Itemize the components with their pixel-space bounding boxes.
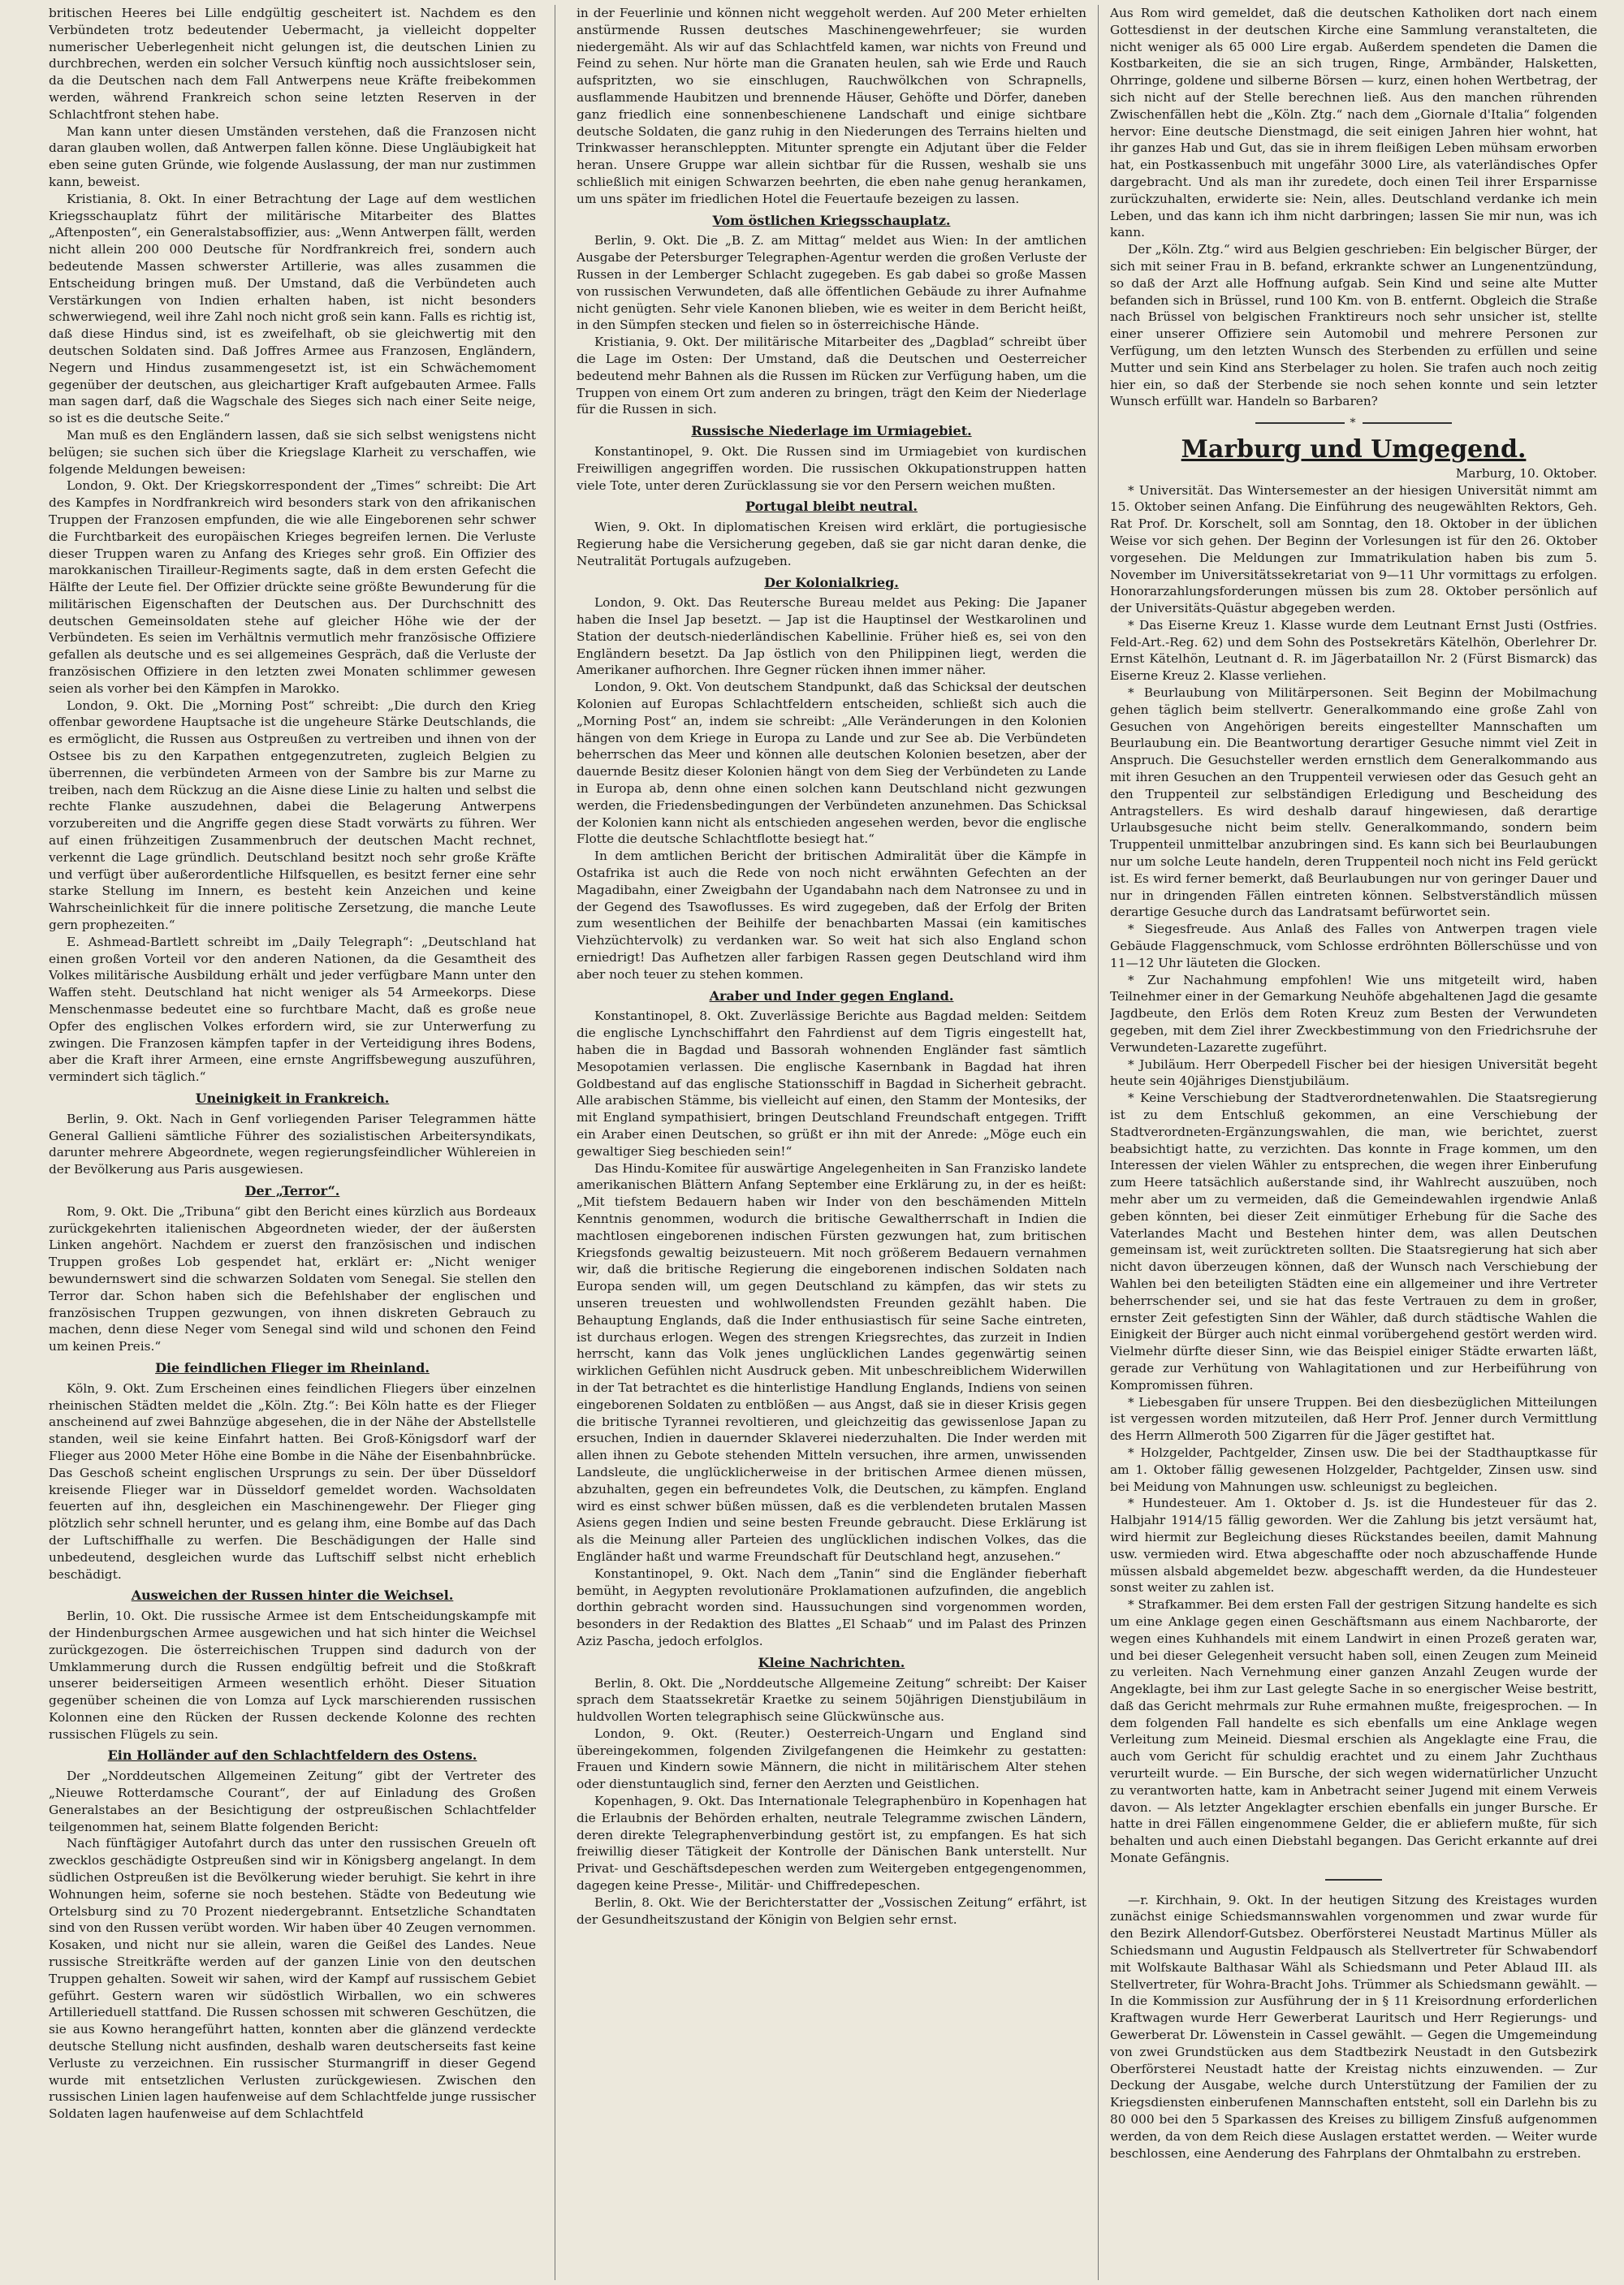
article-paragraph: * Keine Verschiebung der Stadtverordnetenwahlen. Die Staatsregierung ist zu dem Entschluß gekommen, an eine Verschiebung der Stadtverordneten-Ergänzungswahlen, die man, wie berichtet, zuerst beabsichtigt hatte, zu verzichten. Das konnte in Frage kommen, um den Interessen der vielen Wähler zu entsprechen, die wegen ihrer Einberufung zum Heere tatsächlich außerstande sind, ihr Wahlrecht auszuüben, noch mehr aber um zu vermeiden, daß die Gemeindewahlen irgendwie Anlaß geben könnten, bei dieser Zeit einmütiger Erhebung für die Sache des Vaterlandes Macht und Bestehen hinter dem, was allen Deutschen gemeinsam ist, weit zurücktreten sollten. Die Staatsregierung hat sich aber nicht davon überzeugen können, daß der Wunsch nach Verschiebung der Wahlen bei den beteiligten Städten eine ein allgemeiner und ihre Vertreter beherrschender sei, und sie hat das feste Vertrauen zu dem in großer, ernster Zeit gefestigten Sinn der Wähler, daß durch städtische Wahlen die Einigkeit der Bürger auch nicht einmal vorübergehend gestört werden wird. Vielmehr dürfte dieser Sinn, wie das Beispiel einiger Städte erwarten läßt, gerade zur Verhütung von Wahlagitationen und zur Herbeiführung von Kompromissen führen. xyxy=(1110,1091,1597,1393)
article-paragraph: * Liebesgaben für unsere Truppen. Bei den diesbezüglichen Mitteilungen ist vergessen worden mitzuteilen, daß Herr Prof. Jenner durch Vermittlung des Herrn Allmeroth 500 Zigarren für die Jäger gestiftet hat. xyxy=(1110,1394,1597,1444)
article-paragraph: * Strafkammer. Bei dem ersten Fall der gestrigen Sitzung handelte es sich um eine Anklage gegen einen Geschäftsmann aus einem Nachbarorte, der wegen eines Kuhhandels mit einem Landwirt in einen Prozeß geraten war, und bei dieser Gelegenheit versucht haben soll, einen Zeugen zum Meineid zu verleiten. Nach Vernehmung einer ganzen Anzahl Zeugen wurde der Angeklagte, bei ihm zur Last gelegte Sache in so energischer Weise bestritt, daß das Gericht mehrmals zur Ruhe ermahnen mußte, freigesprochen. — In dem folgenden Fall handelte es sich ebenfalls um eine Anklage wegen Verleitung zum Meineid. Diesmal erschien als Angeklagte eine Frau, die auch vom Gericht für schuldig erachtet und zu einem Jahr Zuchthaus verurteilt wurde. — Ein Bursche, der sich wegen widernatürlicher Unzucht zu verantworten hatte, kam in Anbetracht seiner Jugend mit einem Verweis davon. — Als letzter Angeklagter erschien ebenfalls ein junger Bursche. Er hatte in drei Fällen eingenommene Gelder, die er abliefern mußte, für sich behalten und auch einen Diebstahl begangen. Das Gericht erkannte auf drei Monate Gefängnis. xyxy=(1110,1597,1597,1866)
article-paragraph: * Beurlaubung von Militärpersonen. Seit Beginn der Mobilmachung gehen täglich beim stellvertr. Generalkommando eine große Zahl von Gesuchen von Angehörigen bereits eingestellter Mannschaften um Beurlaubung ein. Die Beantwortung derartiger Gesuche nimmt viel Zeit in Anspruch. Die Gesuchsteller werden ernstlich dem Generalkommando aus mit ihren Gesuchen an den Truppenteil verwiesen oder das Gesuch geht an den Truppenteil zur selbständigen Erledigung und Bescheidung des Antragstellers. Es wird deshalb darauf hingewiesen, daß derartige Urlaubsgesuche nicht beim stellv. Generalkommando, sondern beim Truppenteil unmittelbar anzubringen sind. Es kann sich bei Beurlaubungen nur um solche Leute handeln, deren Truppenteil noch nicht ins Feld gerückt ist. Es wird ferner bemerkt, daß Beurlaubungen nur von geringer Dauer und nur in dringenden Fällen eintreten können. Selbstverständlich müssen derartige Gesuche durch das Landratsamt befürwortet sein. xyxy=(1110,685,1597,920)
section-heading: Ein Holländer auf den Schlachtfeldern des Ostens. xyxy=(107,1747,477,1764)
article-paragraph: * Jubiläum. Herr Oberpedell Fischer bei der hiesigen Universität begeht heute sein 40jähriges Dienstjubiläum. xyxy=(1110,1056,1597,1089)
section-heading: Der Kolonialkrieg. xyxy=(764,574,899,590)
dateline: Marburg, 10. Oktober. xyxy=(1455,465,1597,481)
section-heading: Vom östlichen Kriegsschauplatz. xyxy=(712,212,951,228)
article-paragraph: Man kann unter diesen Umständen verstehen, daß die Franzosen nicht daran glauben wollen, daß Antwerpen fallen könne. Diese Ungläubigkeit hat eben seine guten Gründe, wie folgende Auslassung, der man nur zustimmen kann, beweist. xyxy=(49,123,536,189)
article-paragraph: —r. Kirchhain, 9. Okt. In der heutigen Sitzung des Kreistages wurden zunächst einige Schiedsmannswahlen vorgenommen und zwar wurde für den Bezirk Allendorf-Gutsbez. Oberförsterei Neustadt Martinus Müller als Schiedsmann und Augustin Feldpausch als Stellvertreter für Schwabendorf mit Wolfskaute Balthasar Wähl als Schiedsmann und Peter Ablaud III. als Stellvertreter, für Wohra-Bracht Johs. Trümmer als Schiedsmann gewählt. — In die Kommission zur Ausführung der in § 11 Kreisordnung erforderlichen Kraftwagen wurde Herr Gewerberat Lauritsch und Herr Regierungs- und Gewerberat Dr. Löwenstein in Cassel gewählt. — Gegen die Umgemeindung von zwei Grundstücken aus dem Stadtbezirk Neustadt in den Gutsbezirk Oberförsterei Neustadt hatte der Kreistag nichts einzuwenden. — Zur Deckung der Ausgabe, welche durch Unterstützung der Familien der zu Kriegsdiensten einberufenen Mannschaften entsteht, soll ein Darlehn bis zu 80 000 bei den 5 Sparkassen des Kreises zu billigem Zinsfuß aufgenommen werden, da von dem Reich diese Auslagen erstattet werden. — Weiter wurde beschlossen, eine Aenderung des Fahrplans der Ohmtalbahn zu erstreben. xyxy=(1110,1892,1597,2161)
article-paragraph: Berlin, 9. Okt. Die „B. Z. am Mittag“ meldet aus Wien: In der amtlichen Ausgabe der Petersburger Telegraphen-Agentur werden die großen Verluste der Russen in der Lemberger Schlacht zugegeben. Es gab dabei so große Massen von russischen Verwundeten, daß alle öffentlichen Gebäude zu ihrer Aufnahme nicht genügten. Sehr viele Kanonen blieben, wie es weiter in dem Bericht heißt, in den Sümpfen stecken und fielen so in österreichische Hände. xyxy=(577,233,1086,333)
article-paragraph: Rom, 9. Okt. Die „Tribuna“ gibt den Bericht eines kürzlich aus Bordeaux zurückgekehrten italienischen Abgeordneten wieder, der der äußersten Linken angehört. Nachdem er zuerst den französischen und indischen Truppen großes Lob gespendet hat, erklärt er: „Nicht weniger bewundernswert sind die schwarzen Soldaten vom Senegal. Sie stellen den Terror dar. Schon haben sich die Befehlshaber der englischen und französischen Truppen gezwungen, von ihnen diskreten Gebrauch zu machen, denn diese Neger vom Senegal sind wild und schonen den Feind um keinen Preis.“ xyxy=(49,1203,536,1354)
article-paragraph: Konstantinopel, 9. Okt. Nach dem „Tanin“ sind die Engländer fieberhaft bemüht, in Aegypten revolutionäre Proklamationen aufzufinden, die angeblich dorthin gebracht worden sind. Haussuchungen sind vorgenommen worden, besonders in der Redaktion des Blattes „El Schaab“ und im Palast des Prinzen Aziz Pascha, jedoch erfolglos. xyxy=(577,1566,1086,1648)
article-paragraph: Nach fünftägiger Autofahrt durch das unter den russischen Greueln oft zwecklos geschädigte Ostpreußen sind wir in Königsberg angelangt. In dem südlichen Ostpreußen ist die Bevölkerung wieder beruhigt. Sie kehrt in ihre Wohnungen heim, soferne sie noch bestehen. Städte von Bedeutung wie Ortelsburg sind zu 70 Prozent niedergebrannt. Entsetzliche Schandtaten sind von den Russen verübt worden. Wir haben über 40 Zeugen vernommen. Kosaken, und nicht nur sie allein, waren die Geißel des Landes. Neue russische Streitkräfte werden auf der ganzen Linie von den deutschen Truppen gehalten. Soweit wir sahen, wird der Kampf auf russischem Gebiet geführt. Gestern waren wir südöstlich Wirballen, wo ein schweres Artillerieduell stattfand. Die Russen schossen mit schweren Geschützen, die sie aus Kowno herangeführt hatten, konnten aber die glänzend verdeckte deutsche Stellung nicht ausfinden, deshalb waren deutscherseits fast keine Verluste zu verzeichnen. Ein russischer Sturmangriff in dieser Gegend wurde mit entsetzlichen Verlusten zurückgewiesen. Zwischen den russischen Linien lagen haufenweise auf dem Schlachtfelde junge russischer Soldaten lagen haufenweise auf dem Schlachtfeld xyxy=(49,1836,536,2122)
article-paragraph: * Holzgelder, Pachtgelder, Zinsen usw. Die bei der Stadthauptkasse für am 1. Oktober fällig gewesenen Holzgelder, Pachtgelder, Zinsen usw. sind bei Meidung von Mahnungen usw. schleunigst zu begleichen. xyxy=(1110,1445,1597,1494)
section-heading: Russische Niederlage im Urmiagebiet. xyxy=(691,423,972,439)
article-paragraph: In dem amtlichen Bericht der britischen Admiralität über die Kämpfe in Ostafrika ist auch die Rede von noch nicht erwähnten Gefechten an der Magadibahn, einer Zweigbahn der Ugandabahn nach dem Natronsee zu und in der Gegend des Tsawoflusses. Es wird zugegeben, daß der Erfolg der Briten zum wesentlichen der Beihilfe der benachbarten Massai (ein kamitisches Viehzüchtervolk) zu verdanken war. So weit hat sich also England schon erniedrigt! Das Aufhetzen aller farbigen Rassen gegen Deutschland wird ihm aber noch teuer zu stehen kommen. xyxy=(577,849,1086,982)
column-middle xyxy=(577,5,1086,2280)
section-heading: Araber und Inder gegen England. xyxy=(709,987,954,1004)
article-paragraph: Man muß es den Engländern lassen, daß sie sich selbst wenigstens nicht belügen; sie suchen sich über die Kriegslage Klarheit zu verschaffen, wie folgende Meldungen beweisen: xyxy=(49,427,536,477)
article-paragraph: Kristiania, 8. Okt. In einer Betrachtung der Lage auf dem westlichen Kriegsschauplatz führt der militärische Mitarbeiter des Blattes „Aftenposten“, ein Generalstabsoffizier, aus: „Wenn Antwerpen fällt, werden nicht allein 200 000 Deutsche für Nordfrankreich frei, sondern auch bedeutende Massen schwerster Artillerie, was alles zusammen die Entscheidung bringen muß. Der Umstand, daß die Verbündeten auch Verstärkungen von Indien erhalten haben, ist nicht besonders schwerwiegend, weil ihre Zahl noch nicht groß sein kann. Falls es richtig ist, daß diese Hindus sind, ist es zweifelhaft, ob sie gleichwertig mit den deutschen Soldaten sind. Daß Joffres Armee aus Franzosen, Engländern, Negern und Hindus zusammengesetzt ist, ist ein Schwächemoment gegenüber der deutschen, aus gleichartiger Kraft aufgebauten Armee. Falls man sagen darf, daß die Wagschale des Sieges sich nach einer Seite neige, so ist es die deutsche Seite.“ xyxy=(49,191,536,426)
article-paragraph: Konstantinopel, 8. Okt. Zuverlässige Berichte aus Bagdad melden: Seitdem die englische Lynchschiffahrt den Fahrdienst auf dem Tigris eingestellt hat, haben die in Bagdad und Bassorah wohnenden Engländer fast sämtlich Mesopotamien verlassen. Die englische Kasernbank in Bagdad hat ihren Goldbestand auf das englische Stationsschiff in Bagdad in Sicherheit gebracht. Alle arabischen Stämme, bis vielleicht auf einen, den Stamm der Montesiks, der mit England sympathisiert, bringen Deutschland Freundschaft entgegen. Trifft ein Araber einen Deutschen, so grüßt er ihn mit der Anrede: „Möge euch ein gewaltiger Sieg beschieden sein!“ xyxy=(577,1009,1086,1159)
article-paragraph: Das Hindu-Komitee für auswärtige Angelegenheiten in San Franzisko landete amerikanischen Blättern Anfang September eine Erklärung zu, in der es heißt: „Mit tiefstem Bedauern haben wir Inder von den beschämenden Mitteln Kenntnis genommen, wodurch die britische Gewaltherrschaft in Indien die machtlosen eingeborenen indischen Fürsten gezwungen hat, zum britischen Kriegsfonds gewaltig beizusteuern. Mit noch größerem Bedauern vernahmen wir, daß die britische Regierung die eingeborenen indischen Soldaten nach Europa senden will, um gegen Deutschland zu kämpfen, das wir stets zu unseren treuesten und wohlwollendsten Freunden gezählt haben. Die Behauptung Englands, daß die Inder enthusiastisch für seine Sache eintreten, ist durchaus erlogen. Wegen des strengen Kriegsrechtes, das zurzeit in Indien herrscht, kann das Volk jenes unglücklichen Landes gegenwärtig seinen wirklichen Gefühlen nicht Ausdruck geben. Mit unbeschreiblichem Widerwillen in der Tat betrachtet es die hinterlistige Handlung Englands, Indiens von seinen eingeborenen Soldaten zu entblößen — aus Angst, daß sie in dieser Krisis gegen die britische Tyrannei revoltieren, und gleichzeitig das gewissenlose Japan zu ersuchen, Indien in dauernder Sklaverei niederzuhalten. Die Inder werden mit allen ihnen zu Gebote stehenden Mitteln versuchen, ihre armen, unwissenden Landsleute, die unglücklicherweise in der britischen Armee dienen müssen, abzuhalten, gegen ein befreundetes Volk, die Deutschen, zu kämpfen. England wird es einst schwer büßen müssen, daß es die verblendeten brutalen Massen Asiens gegen Indien und seine besten Freunde gebraucht. Diese Erklärung ist als die Meinung aller Parteien des unglücklichen indischen Volkes, das die Engländer haßt und warme Freundschaft für Deutschland hegt, anzusehen.“ xyxy=(577,1160,1086,1564)
article-paragraph: in der Feuerlinie und können nicht weggeholt werden. Auf 200 Meter erhielten anstürmende Russen deutsches Maschinengewehrfeuer; sie wurden niedergemäht. Als wir auf das Schlachtfeld kamen, war nichts von Freund und Feind zu sehen. Nur hörte man die Granaten heulen, sah wie Erde und Rauch aufspritzten, wo sie einschlugen, Rauchwölkchen von Schrapnells, ausflammende Haubitzen und brennende Häuser, Gehöfte und Dörfer, daneben ganz friedlich eine sonnenbeschienene Landschaft und einige sichtbare deutsche Soldaten, die ganz ruhig in den Niederungen des Terrains hielten und Trinkwasser heranschleppten. Mitunter sprengte ein Adjutant über die Felder heran. Unsere Gruppe war allein sichtbar für die Russen, weshalb sie uns schließlich mit einigen Schwarzen beehrten, die eben nahe genug herankamen, um uns später im friedlichen Hotel die Feuertaufe bezeigen zu lassen. xyxy=(577,6,1086,206)
article-paragraph: * Universität. Das Wintersemester an der hiesigen Universität nimmt am 15. Oktober seinen Anfang. Die Einführung des neugewählten Rektors, Geh. Rat Prof. Dr. Korschelt, soll am Sonntag, den 18. Oktober in der üblichen Weise vor sich gehen. Der Beginn der Vorlesungen ist für den 26. Oktober vorgesehen. Die Meldungen zur Immatrikulation haben bis zum 5. November im Universitätssekretariat von 9—11 Uhr vormittags zu erfolgen. Honorarzahlungsforderungen müssen bis zum 28. Oktober persönlich auf der Universitäts-Quästur abgegeben werden. xyxy=(1110,482,1597,616)
section-heading: Der „Terror“. xyxy=(244,1182,340,1199)
column-left xyxy=(49,5,536,2280)
article-paragraph: London, 9. Okt. Die „Morning Post“ schreibt: „Die durch den Krieg offenbar gewordene Hauptsache ist die ungeheure Stärke Deutschlands, die es ermöglicht, die Russen aus Ostpreußen zu vertreiben und ihnen von der Ostsee bis zu den Karpathen entgegenzutreten, zugleich Belgien zu überrennen, die verbündeten Armeen von der Sambre bis zur Marne zu treiben, nach dem Rückzug an die Aisne diese Linie zu halten und selbst die rechte Flanke auszudehnen, dabei die Belagerung Antwerpens vorzubereiten und die Angriffe gegen diese Stadt vorwärts zu führen. Wer auf einen frühzeitigen Zusammenbruch der deutschen Macht rechnet, verkennt die Lage gründlich. Deutschland besitzt noch sehr große Kräfte und verfügt über außerordentliche Hilfsquellen, es besitzt ferner eine sehr starke Stellung im Innern, es besteht kein Anzeichen und keine Wahrscheinlichkeit für die innere politische Zersetzung, die manche Leute gern prophezeiten.“ xyxy=(49,698,536,933)
article-paragraph: London, 9. Okt. (Reuter.) Oesterreich-Ungarn und England sind übereingekommen, folgenden Zivilgefangenen die Heimkehr zu gestatten: Frauen und Kindern sowie Männern, die nicht in militärischem Alter stehen oder dienstuntauglich sind, ferner den Aerzten und Geistlichen. xyxy=(577,1726,1086,1792)
article-paragraph: Berlin, 8. Okt. Wie der Berichterstatter der „Vossischen Zeitung“ erfährt, ist der Gesundheitszustand der Königin von Belgien sehr ernst. xyxy=(577,1894,1086,1927)
article-paragraph: Kopenhagen, 9. Okt. Das Internationale Telegraphenbüro in Kopenhagen hat die Erlaubnis der Behörden erhalten, neutrale Telegramme zwischen Ländern, deren direkte Telegraphenverbindung gestört ist, zu empfangen. Es hat sich freiwillig dieser Tätigkeit der Kontrolle der Dänischen Bank unterstellt. Nur Privat- und Geschäftsdepeschen werden zum Weitergeben entgegengenommen, dagegen keine Presse-, Militär- und Chiffredepeschen. xyxy=(577,1794,1086,1894)
article-paragraph: Berlin, 10. Okt. Die russische Armee ist dem Entscheidungskampfe mit der Hindenburgschen Armee ausgewichen und hat sich hinter die Weichsel zurückgezogen. Die österreichischen Truppen sind dadurch von der Umklammerung durch die Russen endgültig befreit und die Stoßkraft unserer beiderseitigen Armeen wesentlich erhöht. Dieser Situation gegenüber scheinen die von Lomza auf Lyck marschierenden russischen Kolonnen eine den Rücken der Russen deckende Kolonne des rechten russischen Flügels zu sein. xyxy=(49,1609,536,1742)
article-paragraph: * Siegesfreude. Aus Anlaß des Falles von Antwerpen tragen viele Gebäude Flaggenschmuck, vom Schlosse erdröhnten Böllerschüsse und von 11—12 Uhr läuteten die Glocken. xyxy=(1110,922,1597,970)
article-paragraph: London, 9. Okt. Der Kriegskorrespondent der „Times“ schreibt: Die Art des Kampfes in Nordfrankreich wird besonders stark von den afrikanischen Truppen der Franzosen empfunden, die wie alle Eingeborenen sehr schwer die Furchtbarkeit des europäischen Krieges begreifen lernen. Die Verluste dieser Truppen waren zu Anfang des Krieges sehr groß. Ein Offizier des marokkanischen Tirailleur-Regiments sagte, daß in dem ersten Gefecht die Hälfte der Leute fiel. Der Offizier drückte seine größte Bewunderung für die militärischen Eigenschaften der Deutschen aus. Der Durchschnitt des deutschen Gemeinsoldaten stehe auf gleicher Höhe wie der der Verbündeten. Es seien im Verhältnis vermutlich mehr französische Offiziere gefallen als deutsche und es sei allgemeines Gespräch, daß die Verluste der französischen Offiziere in den letzten zwei Monaten schlimmer gewesen seien als vorher bei den Kämpfen in Marokko. xyxy=(49,478,536,696)
article-paragraph: Der „Norddeutschen Allgemeinen Zeitung“ gibt der Vertreter des „Nieuwe Rotterdamsche Courant“, der auf Einladung des Großen Generalstabes an der Besichtigung der ostpreußischen Schlachtfelder teilgenommen hat, seinem Blatte folgenden Bericht: xyxy=(49,1769,536,1834)
article-paragraph: Berlin, 9. Okt. Nach in Genf vorliegenden Pariser Telegrammen hätte General Gallieni sämtliche Führer des sozialistischen Arbeitersyndikats, darunter mehrere Abgeordnete, wegen regierungsfeindlicher Wühlereien in der Bevölkerung aus Paris ausgewiesen. xyxy=(49,1111,536,1177)
section-divider: * xyxy=(1110,415,1597,432)
local-section-heading: Marburg und Umgegend. xyxy=(1181,434,1527,464)
article-paragraph: * Das Eiserne Kreuz 1. Klasse wurde dem Leutnant Ernst Justi (Ostfries. Feld-Art.-Reg. 62) und dem Sohn des Postsekretärs Kätelhön, Oberlehrer Dr. Ernst Kätelhön, Leutnant d. R. im Jägerbataillon Nr. 2 (Fürst Bismarck) das Eiserne Kreuz 2. Klasse verliehen. xyxy=(1110,617,1597,684)
article-paragraph: Kristiania, 9. Okt. Der militärische Mitarbeiter des „Dagblad“ schreibt über die Lage im Osten: Der Umstand, daß die Deutschen und Oesterreicher bedeutend mehr Bahnen als die Russen im Rücken zur Verfügung haben, um die Truppen von einem Ort zum anderen zu bringen, trägt den Keim der Niederlage für die Russen in sich. xyxy=(577,335,1086,417)
article-paragraph: * Hundesteuer. Am 1. Oktober d. Js. ist die Hundesteuer für das 2. Halbjahr 1914/15 fällig geworden. Wer die Zahlung bis jetzt versäumt hat, wird hiermit zur Begleichung dieses Rückstandes beeilen, damit Mahnung usw. vermieden wird. Etwa abgeschaffte oder noch abzuschaffende Hunde müssen alsbald abgemeldet bezw. abgeschafft werden, da die Hundesteuer sonst weiter zu zahlen ist. xyxy=(1110,1496,1597,1596)
article-paragraph: Konstantinopel, 9. Okt. Die Russen sind im Urmiagebiet von kurdischen Freiwilligen angegriffen worden. Die russischen Okkupationstruppen hatten viele Tote, unter deren Zurücklassung sie vor den Persern weichen mußten. xyxy=(577,443,1086,493)
section-heading: Die feindlichen Flieger im Rheinland. xyxy=(155,1359,430,1376)
article-paragraph: * Zur Nachahmung empfohlen! Wie uns mitgeteilt wird, haben Teilnehmer einer in der Gemarkung Neuhöfe abgehaltenen Jagd die gesamte Jagdbeute, den Erlös dem Roten Kreuz zum Besten der Verwundeten gegeben, mit dem Ziel ihrer Zweckbestimmung von den Friedrichsruhe der Verwundeten-Lazarette zugeführt. xyxy=(1110,972,1597,1055)
column-divider-right xyxy=(1098,5,1099,2280)
article-paragraph: London, 9. Okt. Von deutschem Standpunkt, daß das Schicksal der deutschen Kolonien auf Europas Schlachtfeldern entscheiden, schließt sich auch die „Morning Post“ an, indem sie schreibt: „Alle Veränderungen in den Kolonien hängen von dem Kriege in Europa zu Lande und zur See ab. Die Verbündeten beherrschen das Meer und können alle deutschen Kolonien besetzen, aber der dauernde Besitz dieser Kolonien hängt von dem Sieg der Verbündeten zu Lande in Europa ab, denn ohne einen solchen kann Deutschland nicht gezwungen werden, die Friedensbedingungen der Verbündeten anzunehmen. Das Schicksal der Kolonien kann nicht als entschieden angesehen werden, bevor die englische Flotte die deutsche Schlachtflotte besiegt hat.“ xyxy=(577,680,1086,847)
column-right xyxy=(1110,5,1597,2280)
section-divider xyxy=(1110,1872,1597,1889)
article-paragraph: London, 9. Okt. Das Reutersche Bureau meldet aus Peking: Die Japaner haben die Insel Jap besetzt. — Jap ist die Hauptinsel der Westkarolinen und Station der deutsch-niederländischen Kabellinie. Früher hieß es, sei von den Engländern besetzt. Da Jap östlich von den Philippinen liegt, werden die Amerikaner aufhorchen. Ihre Gegner rücken ihnen immer näher. xyxy=(577,595,1086,678)
article-paragraph: Aus Rom wird gemeldet, daß die deutschen Katholiken dort nach einem Gottesdienst in der deutschen Kirche eine Sammlung veranstalteten, die nicht weniger als 65 000 Lire ergab. Außerdem spendeten die Damen die Kostbarkeiten, die sie an sich trugen, Ringe, Armbänder, Halsketten, Ohrringe, goldene und silberne Börsen — kurz, einen hohen Wertbetrag, der sich nicht auf der Stelle berechnen ließ. Aus den manchen rührenden Zwischenfällen hebt die „Köln. Ztg.“ nach dem „Giornale d'Italia“ folgenden hervor: Eine deutsche Dienstmagd, die seit einigen Jahren hier wohnt, hat ihr ganzes Hab und Gut, das sie in ihrem fleißigen Leben mühsam erworben hat, ein Postkassenbuch mit ungefähr 3000 Lire, als vaterländisches Opfer dargebracht. Und als man ihr zuredete, doch einen Teil ihrer Ersparnisse zurückzuhalten, erwiderte sie: Nein, alles. Deutschland verdanke ich mein Leben, und das kann ich ihm nicht darbringen; lassen Sie mir nun, was ich kann. xyxy=(1110,6,1597,240)
section-heading: Portugal bleibt neutral. xyxy=(745,499,918,515)
section-heading: Ausweichen der Russen hinter die Weichsel. xyxy=(131,1587,454,1604)
section-heading: Uneinigkeit in Frankreich. xyxy=(195,1091,390,1106)
article-paragraph: Der „Köln. Ztg.“ wird aus Belgien geschrieben: Ein belgischer Bürger, der sich mit seiner Frau in B. befand, erkrankte schwer an Lungenentzündung, so daß der Arzt alle Hoffnung aufgab. Sein Kind und seine alte Mutter befanden sich in Brüssel, rund 100 Km. von B. entfernt. Obgleich die Straße nach Brüssel von belgischen Franktireurs noch sehr unsicher ist, stellte einer unserer Offiziere sein Automobil und mehrere Personen zur Verfügung, um den letzten Wunsch des Sterbenden zu erfüllen und seine Mutter und sein Kind ans Sterbelager zu holen. Sie trafen auch noch zeitig hier ein, so daß der Sterbende sie noch sehen konnte und sein letzter Wunsch erfüllt war. Handeln so Barbaren? xyxy=(1110,242,1597,409)
section-heading: Kleine Nachrichten. xyxy=(758,1654,905,1670)
article-paragraph: Wien, 9. Okt. In diplomatischen Kreisen wird erklärt, die portugiesische Regierung habe die Versicherung gegeben, daß sie gar nicht daran denke, die Neutralität Portugals aufzugeben. xyxy=(577,520,1086,568)
article-paragraph: E. Ashmead-Bartlett schreibt im „Daily Telegraph“: „Deutschland hat einen großen Vorteil vor den anderen Nationen, da die Gesamtheit des Volkes militärische Ausbildung erhält und jeder verfügbare Mann unter den Waffen steht. Deutschland hat nicht weniger als 54 Armeekorps. Diese Menschenmasse bedeutet eine so furchtbare Macht, daß es große neue Opfer des englischen Volkes erfordern wird, sie zur Unterwerfung zu zwingen. Die Franzosen kämpfen tapfer in der Verteidigung ihres Bodens, aber die Kraft ihrer Armeen, eine ernste Angriffsbewegung auszuführen, vermindert sich täglich.“ xyxy=(49,934,536,1085)
article-paragraph: britischen Heeres bei Lille endgültig gescheitert ist. Nachdem es den Verbündeten trotz bedeutender Uebermacht, ja vielleicht doppelter numerischer Ueberlegenheit nicht gelungen ist, die deutschen Linien zu durchbrechen, werden ein solcher Versuch künftig noch aussichtsloser sein, da die Deutschen nach dem Fall Antwerpens neue Kräfte freibekommen werden, während Frankreich schon seine letzten Reserven in der Schlachtfront stehen habe. xyxy=(49,6,536,122)
article-paragraph: Berlin, 8. Okt. Die „Norddeutsche Allgemeine Zeitung“ schreibt: Der Kaiser sprach dem Staatssekretär Kraetke zu seinem 50jährigen Dienstjubiläum in huldvollen Worten telegraphisch seine Glückwünsche aus. xyxy=(577,1675,1086,1725)
article-paragraph: Köln, 9. Okt. Zum Erscheinen eines feindlichen Fliegers über einzelnen rheinischen Städten meldet die „Köln. Ztg.“: Bei Köln hatte es der Flieger anscheinend auf zwei Bahnzüge abgesehen, die in der Nähe der Abstellstelle standen, weil sie keine Einfahrt hatten. Bei Groß-Königsdorf warf der Flieger aus 2000 Meter Höhe eine Bombe in die Nähe der Eisenbahnbrücke. Das Geschoß scheint englischen Ursprungs zu sein. Der über Düsseldorf kreisende Flieger war in Düsseldorf gemeldet worden. Wachsoldaten feuerten auf ihn, desgleichen ein Maschinengewehr. Der Flieger ging plötzlich sehr schnell herunter, und es gelang ihm, eine Bombe auf das Dach der Luftschiffhalle zu werfen. Die Beschädigungen der Halle sind unbedeutend, desgleichen wurde das Luftschiff selbst nicht erheblich beschädigt. xyxy=(49,1380,536,1582)
